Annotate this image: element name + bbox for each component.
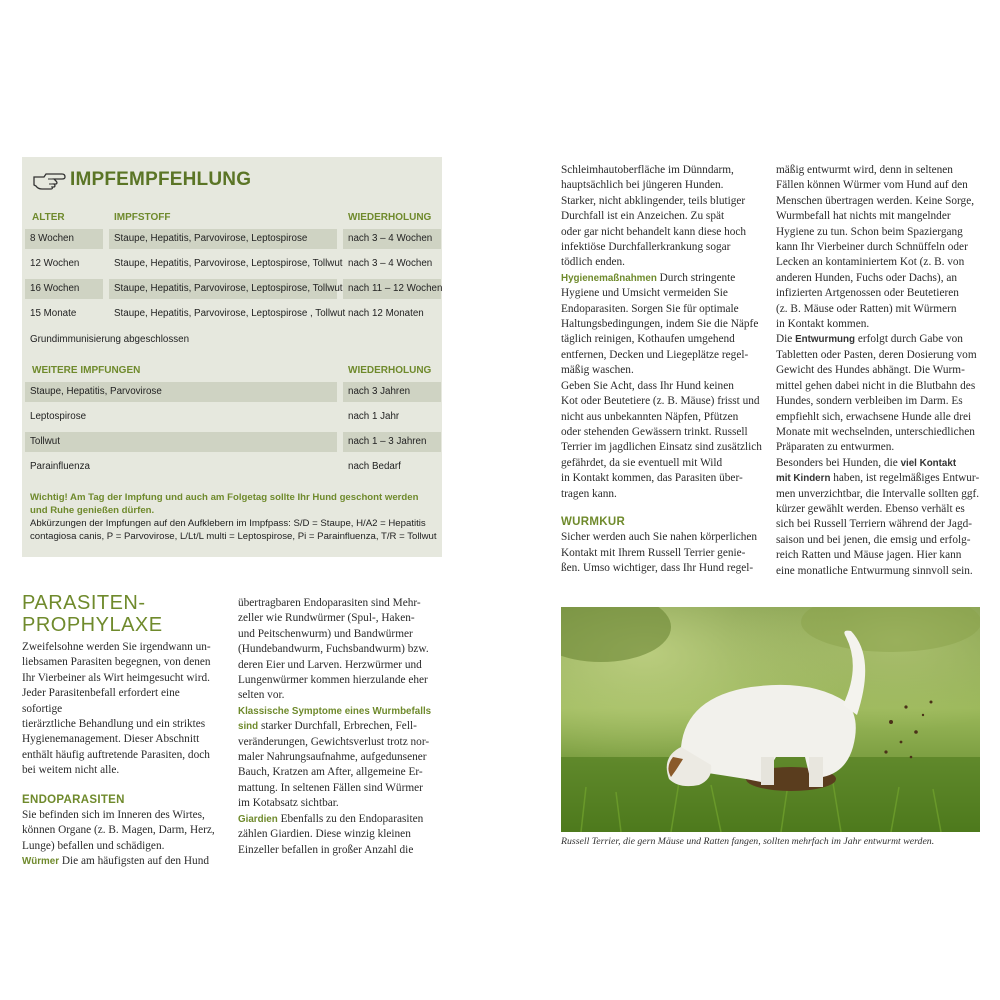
r1-paragraph-a xyxy=(561,163,766,271)
text-line: Hygienemanagement. Dieser Abschnitt xyxy=(22,733,200,746)
text-line: eine monatliche Entwurmung sinnvoll sein. xyxy=(776,564,973,577)
more-row-2-name: Leptospirose xyxy=(30,411,87,422)
text-line: Gewicht des Hundes abhängt. Die Wurm- xyxy=(776,364,965,377)
text-line: täglich reinigen, Kothaufen umgehend xyxy=(561,333,735,346)
endoparasites-paragraph xyxy=(22,808,222,854)
section-title-line-2: PROPHYLAXE xyxy=(22,614,163,636)
symptoms-line xyxy=(238,719,448,734)
text-line: Endoparasiten. Sorgen Sie für optimale xyxy=(561,302,739,315)
text-line: Lecken an kontaminiertem Kot (z. B. von xyxy=(776,256,965,269)
text-line: infektiöse Durchfallerkrankung sogar xyxy=(561,241,731,254)
text-line: Durchfall ist ein Anzeichen. Zu spät xyxy=(561,210,725,223)
text-line: zählen Giardien. Diese winzig kleinen xyxy=(238,828,411,841)
text-line: men unverzichtbar, die Intervalle sollten ggf. xyxy=(776,487,980,500)
text-line: Tabletten oder Pasten, deren Dosierung vom xyxy=(776,348,977,361)
kids-post: haben, ist regelmäßiges Entwur- xyxy=(830,472,980,485)
text-line: Fällen können Würmer vom Hund auf den xyxy=(776,179,968,192)
worms-label: Würmer xyxy=(22,856,60,868)
text-line: mittel gehen dabei nicht in die Blutbahn des xyxy=(776,379,976,392)
text-line: ßen. Umso wichtiger, dass Ihr Hund regel- xyxy=(561,562,754,575)
r2-paragraph-a xyxy=(776,163,988,332)
symptoms-text: starker Durchfall, Erbrechen, Fell- xyxy=(258,720,417,733)
more-row-2-repeat: nach 1 Jahr xyxy=(348,411,400,422)
text-line: mäßig waschen. xyxy=(561,364,634,377)
text-line: Hygiene und Umsicht vermeiden Sie xyxy=(561,287,728,300)
dog-digging-illustration xyxy=(561,607,980,832)
text-line: im Kotabsatz sichtbar. xyxy=(238,797,339,810)
text-line: deren Eier und Larven. Herzwürmer und xyxy=(238,658,422,671)
text-line: kürzer gewählt werden. Ebenso verhält es xyxy=(776,502,965,515)
vaccination-box xyxy=(22,157,442,557)
dog-photo xyxy=(561,607,980,832)
hygiene-label: Hygienemaßnahmen xyxy=(561,272,657,284)
row-1-vaccine: Staupe, Hepatitis, Parvovirose, Leptospirose xyxy=(109,229,337,249)
warning-line-2: und Ruhe genießen dürfen. xyxy=(30,504,155,516)
intro-paragraph xyxy=(22,640,222,779)
giardia-line xyxy=(238,812,448,827)
text-line: (z. B. Mäuse oder Ratten) mit Würmern xyxy=(776,302,957,315)
deworming-post: erfolgt durch Gabe von xyxy=(855,333,963,346)
text-line: sich bei Russell Terriern während der Jagd- xyxy=(776,518,973,531)
right-column-2 xyxy=(776,163,988,579)
text-line: Menschen übertragen werden. Keine Sorge, xyxy=(776,194,975,207)
warning-line-1: Wichtig! Am Tag der Impfung und auch am Folgetag sollte Ihr Hund geschont werden xyxy=(30,492,419,503)
row-3-vaccine: Staupe, Hepatitis, Parvovirose, Leptospirose, Tollwut xyxy=(109,279,337,299)
hygiene-line xyxy=(561,271,766,286)
symptoms-label-line xyxy=(238,704,448,719)
header-repeat: WIEDERHOLUNG xyxy=(348,212,432,223)
text-line: mattung. In seltenen Fällen sind Würmer xyxy=(238,781,423,794)
text-line: nicht aus unbekannten Näpfen, Pfützen xyxy=(561,410,739,423)
row-2-age: 12 Wochen xyxy=(30,258,80,269)
pointing-hand-icon xyxy=(32,171,66,191)
text-line: Schleimhautoberfläche im Dünndarm, xyxy=(561,164,734,176)
text-line: Sie befinden sich im Inneren des Wirtes, xyxy=(22,809,205,822)
kids-line-1 xyxy=(776,456,988,471)
text-line: reich Ratten und Mäuse jagen. Hier kann xyxy=(776,549,962,562)
kids-pre: Besonders bei Hunden, die xyxy=(776,456,901,469)
text-line: bei weitem nicht alle. xyxy=(22,764,120,777)
text-line: Einzeller befallen in großer Anzahl die xyxy=(238,843,414,856)
col2-paragraph-c xyxy=(238,827,448,858)
warning-note xyxy=(30,492,440,517)
box-title: IMPFEMPFEHLUNG xyxy=(70,169,252,190)
giardia-label: Giardien xyxy=(238,813,278,825)
text-line: Hygiene zu tun. Schon beim Spaziergang xyxy=(776,225,963,238)
text-line: selten vor. xyxy=(238,689,285,702)
abbr-line-2: contagiosa canis, P = Parvovirose, L/Lt/L multi = Leptospirose, Pi = Parainfluenza, T/R = Tollwut xyxy=(30,530,437,542)
more-row-4-name: Parainfluenza xyxy=(30,461,90,472)
text-line: veränderungen, Gewichtsverlust trotz nor- xyxy=(238,735,430,748)
text-line: infizierten Artgenossen oder Beutetieren xyxy=(776,287,959,300)
text-line: Monate mit wechselnden, unterschiedlichen xyxy=(776,425,975,438)
more-row-3-name: Tollwut xyxy=(25,432,337,452)
section-title-line-1: PARASITEN- xyxy=(22,592,146,614)
deworming-line xyxy=(776,332,988,347)
kids-line-2 xyxy=(776,471,988,486)
more-row-1-name: Staupe, Hepatitis, Parvovirose xyxy=(25,382,337,402)
col2-paragraph-b xyxy=(238,735,448,812)
row-1-repeat: nach 3 – 4 Wochen xyxy=(343,229,441,249)
basic-immunization: Grundimmunisierung abgeschlossen xyxy=(30,334,190,345)
row-4-repeat: nach 12 Monaten xyxy=(348,308,424,319)
column-2 xyxy=(238,596,448,858)
text-line: Terrier im jagdlichen Einsatz sind zusätzlich xyxy=(561,441,762,454)
text-line: Ihr Vierbeiner als Wirt heimgesucht wird. xyxy=(22,671,210,684)
text-line: und Peitschenwurm) und Bandwürmer xyxy=(238,627,413,640)
r2-paragraph-b xyxy=(776,348,988,456)
r1-paragraph-c xyxy=(561,530,766,576)
text-line: in Kontakt kommen. xyxy=(776,318,870,331)
text-line: enthält häufig auftretende Parasiten, doch xyxy=(22,748,210,761)
more-row-3-repeat: nach 1 – 3 Jahren xyxy=(343,432,441,452)
text-line: Kontakt mit Ihrem Russell Terrier genie- xyxy=(561,546,746,559)
row-2-repeat: nach 3 – 4 Wochen xyxy=(348,258,433,269)
text-line: (Hundebandwurm, Fuchsbandwurm) bzw. xyxy=(238,643,429,656)
text-line: können Organe (z. B. Magen, Darm, Herz, xyxy=(22,824,215,837)
symptoms-label-2: sind xyxy=(238,721,259,733)
row-2-vaccine: Staupe, Hepatitis, Parvovirose, Leptospirose, Tollwut xyxy=(114,258,343,269)
text-line: anderen Hunden, Fuchs oder Dachs), an xyxy=(776,271,958,284)
header-repeat-2: WIEDERHOLUNG xyxy=(348,365,432,376)
header-age: ALTER xyxy=(32,212,65,223)
text-line: kann Ihr Vierbeiner durch Schnüffeln oder xyxy=(776,241,968,254)
text-line: tragen kann. xyxy=(561,487,617,500)
r1-paragraph-b xyxy=(561,286,766,502)
text-line: empfiehlt sich, erwachsene Hunde alle drei xyxy=(776,410,972,423)
row-1-age: 8 Wochen xyxy=(25,229,103,249)
kids-label-1: viel Kontakt xyxy=(900,457,957,469)
text-line: zeller wie Rundwürmer (Spul-, Haken- xyxy=(238,612,415,625)
row-3-age: 16 Wochen xyxy=(25,279,103,299)
text-line: übertragbaren Endoparasiten sind Mehr- xyxy=(238,597,421,609)
hygiene-text: Durch stringente xyxy=(656,271,736,284)
header-vaccine: IMPFSTOFF xyxy=(114,212,171,223)
text-line: Bauch, Kratzen am After, allgemeine Er- xyxy=(238,766,423,779)
section-title xyxy=(22,592,163,636)
text-line: Lunge) befallen und schädigen. xyxy=(22,839,165,852)
text-line: gefährdet, da sie eventuell mit Wild xyxy=(561,456,723,469)
text-line: tierärztliche Behandlung und ein striktes xyxy=(22,718,206,731)
text-line: tödlich enden. xyxy=(561,256,625,269)
text-line: oder gar nicht behandelt kann diese hoch xyxy=(561,225,747,238)
row-4-vaccine: Staupe, Hepatitis, Parvovirose, Leptospirose , Tollwut xyxy=(114,308,346,319)
text-line: Kot oder Beutetiere (z. B. Mäuse) frisst und xyxy=(561,395,760,408)
endoparasites-heading: ENDOPARASITEN xyxy=(22,793,125,806)
text-line: Geben Sie Acht, dass Ihr Hund keinen xyxy=(561,379,734,392)
deworming-pre: Die xyxy=(776,333,796,346)
right-column-1 xyxy=(561,163,766,577)
text-line: mäßig entwurmt wird, denn in seltenen xyxy=(776,164,953,176)
text-line: oder stehenden Gewässern trinkt. Russell xyxy=(561,425,748,438)
col2-paragraph-a xyxy=(238,596,448,704)
abbreviation-note xyxy=(30,518,440,543)
photo-caption: Russell Terrier, die gern Mäuse und Ratten fangen, sollten mehrfach im Jahr entwurmt werden. xyxy=(561,836,935,847)
abbr-line-1: Abkürzungen der Impfungen auf den Aufklebern im Impfpass: S/D = Staupe, H/A2 = Hepatitis xyxy=(30,518,426,529)
text-line: saison und bei jenen, die emsig und erfolg- xyxy=(776,533,971,546)
text-line: Wurmbefall hat nichts mit mangelnder xyxy=(776,210,951,223)
worms-line xyxy=(22,854,222,869)
text-line: Jeder Parasitenbefall erfordert eine sofortige xyxy=(22,687,180,715)
worms-text: Die am häufigsten auf den Hund xyxy=(59,855,209,868)
text-line: liebsamen Parasiten begegnen, von denen xyxy=(22,656,211,669)
text-line: Zweifelsohne werden Sie irgendwann un- xyxy=(22,641,211,653)
row-3-repeat: nach 11 – 12 Wochen xyxy=(343,279,441,299)
more-row-4-repeat: nach Bedarf xyxy=(348,461,401,472)
text-line: Präparaten zu entwurmen. xyxy=(776,441,895,454)
giardia-text: Ebenfalls zu den Endoparasiten xyxy=(277,812,424,825)
text-line: Lungenwürmer kommen hierzulande eher xyxy=(238,674,428,687)
row-4-age: 15 Monate xyxy=(30,308,77,319)
text-line: Hundes, sondern verbleiben im Darm. Es xyxy=(776,395,963,408)
text-line: hauptsächlich bei jüngeren Hunden. xyxy=(561,179,724,192)
deworming-label: Entwurmung xyxy=(795,334,856,346)
column-1 xyxy=(22,640,222,870)
text-line: Starker, nicht abklingender, teils blutiger xyxy=(561,194,746,207)
text-line: entfernen, Decken und Liegeplätze regel- xyxy=(561,348,749,361)
text-line: in Kontakt kommen, das Parasiten über- xyxy=(561,472,743,485)
wurmkur-heading: WURMKUR xyxy=(561,515,626,528)
text-line: Haltungsbedingungen, indem Sie die Näpfe xyxy=(561,318,759,331)
r2-paragraph-c xyxy=(776,487,988,579)
more-row-1-repeat: nach 3 Jahren xyxy=(343,382,441,402)
kids-label-2: mit Kindern xyxy=(776,473,831,485)
symptoms-label-1: Klassische Symptome eines Wurmbefalls xyxy=(238,705,432,717)
text-line: Sicher werden auch Sie nahen körperlichen xyxy=(561,531,758,544)
header-more: WEITERE IMPFUNGEN xyxy=(32,365,141,376)
text-line: maler Nahrungsaufnahme, aufgedunsener xyxy=(238,751,427,764)
